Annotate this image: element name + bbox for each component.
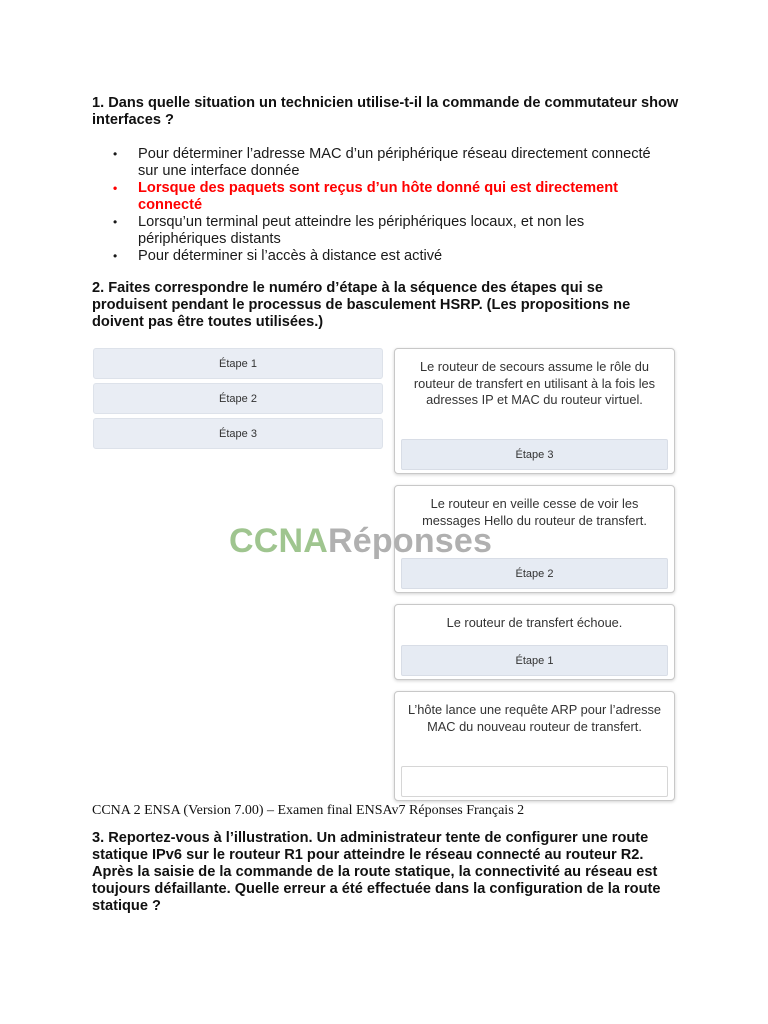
option-4: [110, 248, 670, 265]
option-4-text: Pour déterminer si l’accès à distance est activé: [138, 248, 443, 264]
match-card-3-answer-slot[interactable]: Étape 1: [401, 645, 668, 676]
ccna-reponses-watermark: [229, 522, 492, 561]
match-card-4-answer-slot[interactable]: [401, 766, 668, 797]
option-1: [110, 146, 670, 180]
option-3-text: Lorsqu’un terminal peut atteindre les périphériques locaux, et non les périphériques distants: [138, 214, 585, 247]
watermark-reponses: Réponses: [328, 522, 493, 560]
question-1-options: [110, 146, 670, 265]
option-1-text: Pour déterminer l’adresse MAC d’un périphérique réseau directement connecté sur une interface donnée: [138, 146, 651, 179]
match-card-2-text: Le routeur en veille cesse de voir les messages Hello du routeur de transfert.: [422, 496, 647, 528]
option-2-correct: [110, 180, 670, 214]
bullet-icon: •: [113, 181, 118, 195]
watermark-ccna: CCNA: [229, 522, 329, 560]
bullet-icon: •: [113, 147, 118, 161]
question-3-title: 3. Reportez-vous à l’illustration. Un administrateur tente de configurer une route statique IPv6 sur le routeur R1 pour atteindre le réseau connecté au routeur R2. Après la saisie de la commande de la route statique, la connectivité au réseau est toujours défaillante. Quelle erreur a été effectuée dans la configuration de la route statique ?: [92, 830, 661, 914]
question-2-title: 2. Faites correspondre le numéro d’étape à la séquence des étapes qui se produisent pendant le processus de basculement HSRP. (Les propositions ne doivent pas être toutes utilisées.): [92, 280, 631, 330]
bullet-icon: •: [113, 215, 118, 229]
question-1-title: 1. Dans quelle situation un technicien utilise-t-il la commande de commutateur show interfaces ?: [92, 95, 679, 128]
step-2-tile[interactable]: Étape 2: [93, 383, 383, 414]
image-caption: CCNA 2 ENSA (Version 7.00) – Examen final ENSAv7 Réponses Français 2: [92, 803, 525, 818]
step-3-tile[interactable]: Étape 3: [93, 418, 383, 449]
match-card-2-answer-slot[interactable]: Étape 2: [401, 558, 668, 589]
match-card-4: [394, 691, 675, 801]
match-card-1-text: Le routeur de secours assume le rôle du routeur de transfert en utilisant à la fois les adresses IP et MAC du routeur virtuel.: [413, 359, 656, 407]
option-3: [110, 214, 670, 248]
match-card-4-text: L’hôte lance une requête ARP pour l’adresse MAC du nouveau routeur de transfert.: [407, 702, 662, 734]
bullet-icon: •: [113, 249, 118, 263]
match-card-1-answer-slot[interactable]: Étape 3: [401, 439, 668, 470]
match-card-3: [394, 604, 675, 680]
match-card-3-text: Le routeur de transfert échoue.: [446, 615, 623, 630]
option-2-text: Lorsque des paquets sont reçus d’un hôte donné qui est directement connecté: [138, 180, 619, 213]
step-1-tile[interactable]: Étape 1: [93, 348, 383, 379]
match-card-1: [394, 348, 675, 474]
